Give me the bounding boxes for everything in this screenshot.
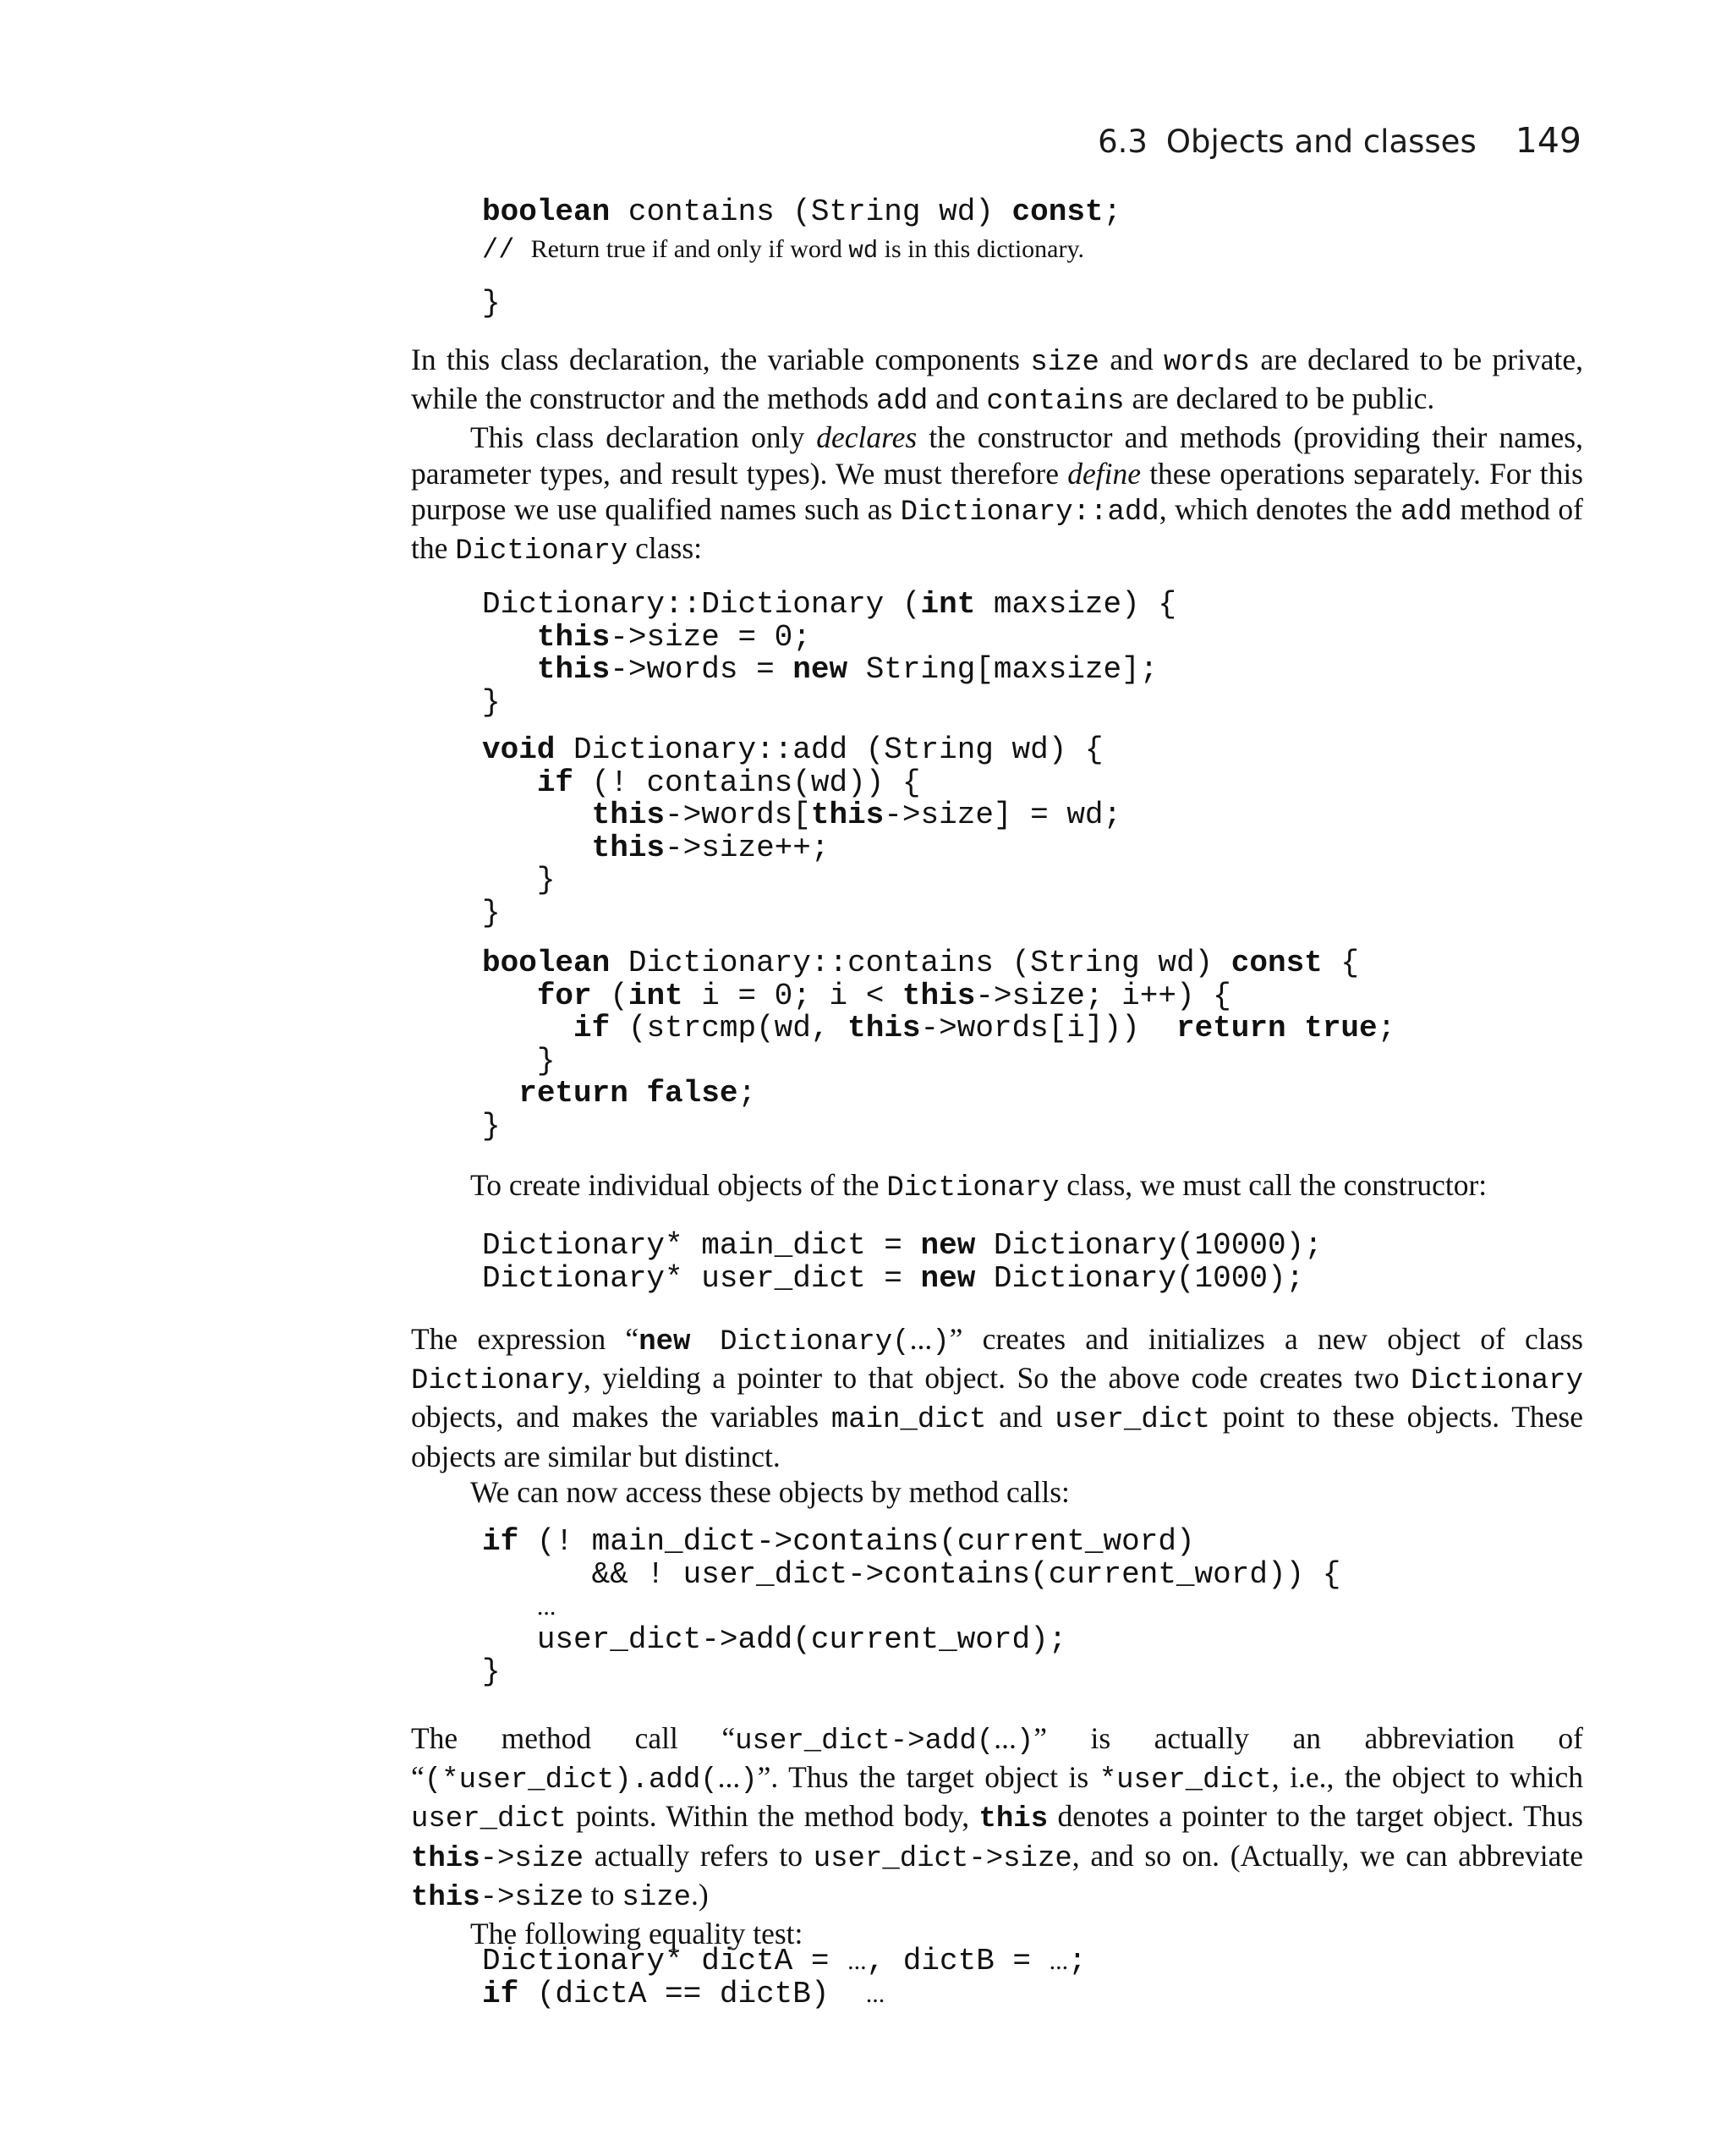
code-constructor: Dictionary::Dictionary (int maxsize) { this->size = 0; this->words = new String[maxsize]; } bbox=[482, 587, 1176, 720]
section-number: 6.3 bbox=[1098, 123, 1148, 160]
code-line: boolean contains (String wd) const; bbox=[482, 195, 1122, 229]
code-equality-test: Dictionary* dictA = ..., dictB = ...; if (dictA == dictB) ... bbox=[482, 1944, 1087, 2011]
code-contains-declaration bbox=[482, 196, 1121, 229]
page-number: 149 bbox=[1515, 120, 1581, 161]
code-closing-brace: } bbox=[482, 286, 501, 321]
code-comment-line: // Return true if and only if word wd is in this dictionary. bbox=[482, 234, 1085, 266]
paragraph-new-expression: The expression “new Dictionary(...)” creates and initializes a new object of class Dictionary, yielding a pointer to that object. So the above code creates two Dictionary objects, and makes the variables main_dict and user_dict point to these objects. These objects are similar but distinct. We can now access these objects by method calls: bbox=[411, 1322, 1583, 1509]
running-header bbox=[1098, 120, 1581, 161]
paragraph-equality-intro: The following equality test: bbox=[470, 1917, 803, 1951]
paragraph-create-objects: To create individual objects of the Dictionary class, we must call the constructor: bbox=[470, 1168, 1488, 1204]
paragraph-definitions: This class declaration only declares the constructor and methods (providing their names, parameter types, and result types). We must therefore define these operations separately. For this purpose we use qualified names such as Dictionary::add, which denotes the add method of the Dictionary class: bbox=[411, 420, 1583, 568]
section-title: Objects and classes bbox=[1165, 123, 1477, 160]
code-method-calls: if (! main_dict->contains(current_word) && ! user_dict->contains(current_word)) { ... user_dict->add(current_word); } bbox=[482, 1524, 1341, 1689]
paragraph-method-calls-intro: We can now access these objects by method calls: bbox=[470, 1474, 1070, 1509]
code-contains-method: boolean Dictionary::contains (String wd) const { for (int i = 0; i < this->size; i++) { if (strcmp(wd, this->words[i])) return true; } return false; } bbox=[482, 946, 1396, 1144]
paragraph-this-pointer: The method call “user_dict->add(...)” is actually an abbreviation of “(*user_dict).add(...)”. Thus the target object is *user_dict, i.e., the object to which user_dict points. Within the method body, this denotes a pointer to the target object. Thus this->size actually refers to user_dict->size, and so on. (Actually, we can abbreviate this->size to size.) The following equality test: bbox=[411, 1721, 1584, 1951]
paragraph-visibility: In this class declaration, the variable components size and words are declared to be private, while the constructor and the methods add and contains are declared to be public. This class declaration only declares the constructor and methods (providing their names, parameter types, and result types). We must therefore define these operations separately. For this purpose we use qualified names such as Dictionary::add, which denotes the add method of the Dictionary class: bbox=[411, 342, 1583, 569]
code-create-objects: Dictionary* main_dict = new Dictionary(10000); Dictionary* user_dict = new Dictionary(1000); bbox=[482, 1228, 1323, 1296]
code-add-method: void Dictionary::add (String wd) { if (! contains(wd)) { this->words[this->size] = wd; this->size++; } } bbox=[482, 732, 1122, 930]
